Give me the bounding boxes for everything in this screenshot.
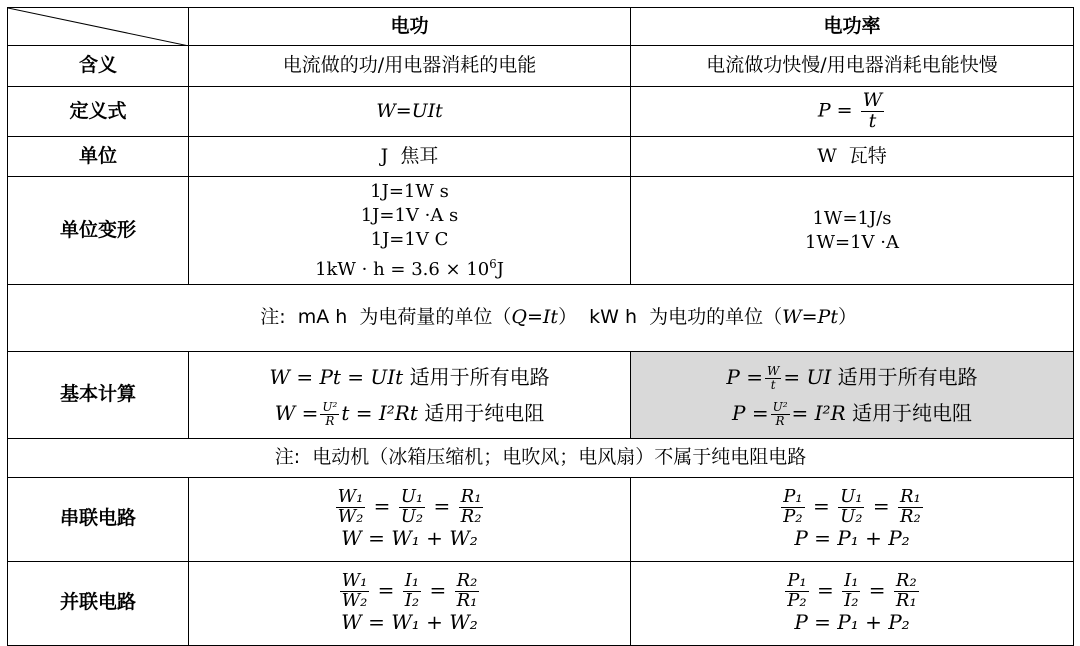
row-label-unit: 单位 xyxy=(8,137,189,177)
fraction-denominator: t xyxy=(868,110,877,132)
header-row xyxy=(8,8,1074,46)
formula-lhs: P = xyxy=(726,364,763,389)
fraction xyxy=(771,401,790,427)
basic-calc-power-line1 xyxy=(631,359,1073,395)
parallel-work xyxy=(189,561,631,645)
row-basic-calc xyxy=(8,351,1074,438)
applicability-text: 适用于纯电阻 xyxy=(424,400,545,425)
meaning-power: 电流做功快慢/用电器消耗电能快慢 xyxy=(631,46,1074,87)
row-meaning xyxy=(8,46,1074,87)
note1-eq1: Q=It xyxy=(511,305,559,328)
conversion-line: 1J=1V ·A s xyxy=(360,204,459,226)
unit-conversion-power xyxy=(631,177,1074,285)
fraction-numerator: U₁ xyxy=(840,486,863,508)
basic-calc-work xyxy=(189,351,631,438)
fraction-denominator: R xyxy=(775,413,785,428)
summary-table xyxy=(7,7,1074,646)
applicability-text: 适用于纯电阻 xyxy=(851,400,972,425)
unit-conversion-work xyxy=(189,177,631,285)
fraction xyxy=(898,488,923,527)
kwh-prefix: 1kW · h = 3.6 × 10 xyxy=(315,258,490,280)
formula-lhs: P = xyxy=(732,400,769,425)
formula-rhs: = UI xyxy=(783,364,832,389)
diagonal-corner-cell xyxy=(8,8,189,46)
parallel-work-ratio: $\frac{\text{W₁}}{\text{W₂}}$ = $\frac{\text{I₁}}{\text{I₂}}$ = $\frac{\text{R₂}}{\text{R₁}}$ xyxy=(341,570,478,612)
meaning-work: 电流做的功/用电器消耗的电能 xyxy=(189,46,631,87)
row-label-series: 串联电路 xyxy=(8,477,189,561)
fraction-numerator: P₁ xyxy=(787,570,807,592)
diagonal-line xyxy=(8,8,189,46)
unit-power: W 瓦特 xyxy=(631,137,1074,177)
row-unit-conversion xyxy=(8,177,1074,285)
basic-calc-power-line2 xyxy=(631,395,1073,431)
fraction-numerator: U² xyxy=(772,399,788,414)
note1-eq2: W=Pt xyxy=(782,305,838,328)
applicability-text: 适用于所有电路 xyxy=(837,364,978,389)
fraction-denominator: U₂ xyxy=(840,506,863,528)
fraction-denominator: R₁ xyxy=(456,590,478,612)
fraction xyxy=(842,572,860,611)
row-label-basic-calc: 基本计算 xyxy=(8,351,189,438)
fraction-denominator: R xyxy=(325,413,335,428)
fraction-denominator: t xyxy=(770,377,776,392)
definition-work-formula: W=UIt xyxy=(189,87,631,137)
fraction-numerator: R₁ xyxy=(460,486,482,508)
series-work-ratio: $\frac{\text{W₁}}{\text{W₂}}$ = $\frac{\text{U₁}}{\text{U₂}}$ = $\frac{\text{R₁}}{\text{R₂}}$ xyxy=(337,486,482,528)
fraction-numerator: P₁ xyxy=(783,486,803,508)
fraction xyxy=(781,488,804,527)
fraction-numerator: W xyxy=(767,363,780,378)
header-electric-work: 电功 xyxy=(189,8,631,46)
fraction xyxy=(340,572,370,611)
row-label-definition: 定义式 xyxy=(8,87,189,137)
parallel-work-sum: W = W₁ + W₂ xyxy=(341,609,478,634)
row-series xyxy=(8,477,1074,561)
fraction xyxy=(838,488,864,527)
row-parallel xyxy=(8,561,1074,645)
formula-lhs: W = xyxy=(274,400,319,425)
unit-work: J 焦耳 xyxy=(189,137,631,177)
formula-rhs: = I²R xyxy=(791,400,846,425)
fraction-numerator: R₂ xyxy=(456,570,478,592)
series-power-ratio: $\frac{\text{P₁}}{\text{P₂}}$ = $\frac{\text{U₁}}{\text{U₂}}$ = $\frac{\text{R₁}}{\text{R₂}}$ xyxy=(783,486,921,528)
basic-calc-work-line2 xyxy=(189,395,630,431)
fraction-denominator: R₂ xyxy=(460,506,482,528)
fraction-denominator: P₂ xyxy=(783,506,803,528)
conversion-line-kwh xyxy=(189,252,630,282)
fraction xyxy=(399,488,425,527)
fraction-denominator: U₂ xyxy=(400,506,424,528)
parallel-power xyxy=(631,561,1074,645)
fraction-numerator: I₁ xyxy=(844,570,859,592)
parallel-power-sum: P = P₁ + P₂ xyxy=(794,609,910,634)
header-electric-power: 电功率 xyxy=(631,8,1074,46)
fraction xyxy=(455,572,480,611)
definition-power-fraction xyxy=(861,91,885,132)
fraction-numerator: U₁ xyxy=(400,486,424,508)
fraction-denominator: R₁ xyxy=(895,590,917,612)
series-power-sum: P = P₁ + P₂ xyxy=(794,525,910,550)
row-unit xyxy=(8,137,1074,177)
row-label-meaning: 含义 xyxy=(8,46,189,87)
fraction-denominator: R₂ xyxy=(899,506,921,528)
kwh-unit: J xyxy=(496,258,504,280)
conversion-line: 1W=1V ·A xyxy=(805,231,899,253)
row-note-1 xyxy=(8,285,1074,352)
kwh-exponent: 6 xyxy=(489,256,497,271)
basic-calc-power xyxy=(631,351,1074,438)
fraction xyxy=(320,401,339,427)
fraction-numerator: U² xyxy=(322,399,338,414)
fraction-denominator: I₂ xyxy=(404,590,420,612)
fraction-denominator: W₂ xyxy=(337,506,364,528)
row-label-unit-conversion: 单位变形 xyxy=(8,177,189,285)
formula-rhs: t = I²Rt xyxy=(341,400,418,425)
row-note-2 xyxy=(8,438,1074,477)
fraction xyxy=(403,572,421,611)
series-power xyxy=(631,477,1074,561)
note1-suffix: ） xyxy=(837,305,857,328)
fraction-denominator: P₂ xyxy=(787,590,807,612)
fraction-denominator: I₂ xyxy=(844,590,859,612)
fraction-denominator: W₂ xyxy=(341,590,368,612)
conversion-line: 1J=1W s xyxy=(370,180,449,202)
note-motor-not-pure-resistor: 注: 电动机（冰箱压缩机；电吹风；电风扇）不属于纯电阻电路 xyxy=(8,438,1074,477)
definition-power-lhs: P = xyxy=(817,99,853,122)
conversion-line: 1W=1J/s xyxy=(812,207,892,229)
fraction-numerator: W xyxy=(862,89,883,112)
fraction-numerator: W₁ xyxy=(341,570,368,592)
fraction-numerator: I₁ xyxy=(404,570,420,592)
fraction xyxy=(765,365,781,391)
note1-mid: ） kW h 为电功的单位（ xyxy=(558,305,783,328)
row-definition xyxy=(8,87,1074,137)
applicability-text: 适用于所有电路 xyxy=(409,364,550,389)
parallel-power-ratio: $\frac{\text{P₁}}{\text{P₂}}$ = $\frac{\text{I₁}}{\text{I₂}}$ = $\frac{\text{R₂}}{\text{R₁}}$ xyxy=(787,570,917,612)
fraction xyxy=(785,572,808,611)
basic-calc-work-line1 xyxy=(189,359,630,395)
fraction xyxy=(459,488,484,527)
fraction xyxy=(336,488,366,527)
formula: W = Pt = UIt xyxy=(269,364,404,389)
definition-power-formula xyxy=(631,87,1074,137)
series-work xyxy=(189,477,631,561)
fraction-numerator: R₂ xyxy=(895,570,917,592)
series-work-sum: W = W₁ + W₂ xyxy=(341,525,478,550)
fraction xyxy=(894,572,919,611)
conversion-line: 1J=1V C xyxy=(370,228,449,250)
fraction-numerator: R₁ xyxy=(899,486,921,508)
row-label-parallel: 并联电路 xyxy=(8,561,189,645)
fraction-numerator: W₁ xyxy=(337,486,364,508)
note-charge-work-units xyxy=(8,285,1074,352)
note1-prefix: 注: mA h 为电荷量的单位（ xyxy=(260,305,512,328)
